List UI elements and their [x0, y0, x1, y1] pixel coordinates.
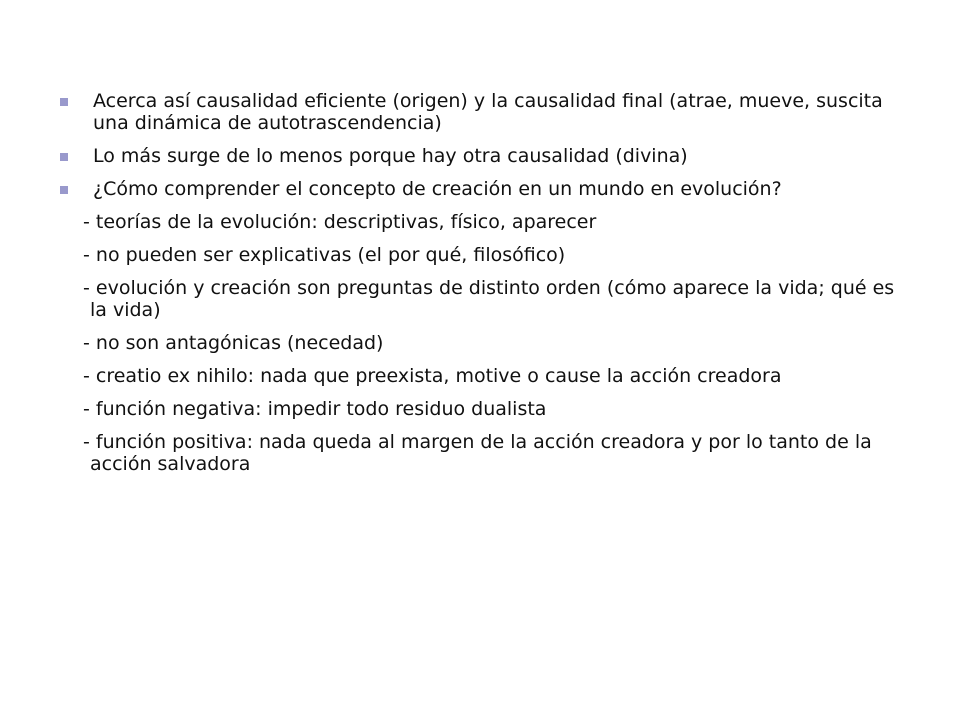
sub-item	[57, 431, 907, 475]
square-bullet-icon	[60, 186, 68, 194]
sub-item-text: - función positiva: nada queda al margen de la acción creadora y por lo tanto de la acción salvadora	[83, 431, 872, 475]
square-bullet-icon	[60, 153, 68, 161]
sub-item-text: - función negativa: impedir todo residuo dualista	[83, 398, 547, 420]
sub-item	[57, 332, 907, 354]
sub-item-text: - creatio ex nihilo: nada que preexista, motive o cause la acción creadora	[83, 365, 782, 387]
bullet-text: Acerca así causalidad eficiente (origen) y la causalidad final (atrae, mueve, suscita una dinámica de autotrascendencia)	[93, 90, 883, 134]
sub-item	[57, 244, 907, 266]
sub-item	[57, 365, 907, 387]
bullet-item	[57, 90, 907, 134]
sub-item	[57, 277, 907, 321]
slide-content	[57, 90, 907, 486]
sub-item-text: - evolución y creación son preguntas de distinto orden (cómo aparece la vida; qué es la vida)	[83, 277, 895, 321]
bullet-text: ¿Cómo comprender el concepto de creación en un mundo en evolución?	[93, 178, 782, 200]
sub-item	[57, 211, 907, 233]
square-bullet-icon	[60, 98, 68, 106]
sub-item-text: - teorías de la evolución: descriptivas, físico, aparecer	[83, 211, 597, 233]
sub-item-text: - no pueden ser explicativas (el por qué, filosófico)	[83, 244, 566, 266]
bullet-item	[57, 178, 907, 200]
sub-item	[57, 398, 907, 420]
bullet-item	[57, 145, 907, 167]
bullet-text: Lo más surge de lo menos porque hay otra causalidad (divina)	[93, 145, 688, 167]
sub-item-text: - no son antagónicas (necedad)	[83, 332, 384, 354]
